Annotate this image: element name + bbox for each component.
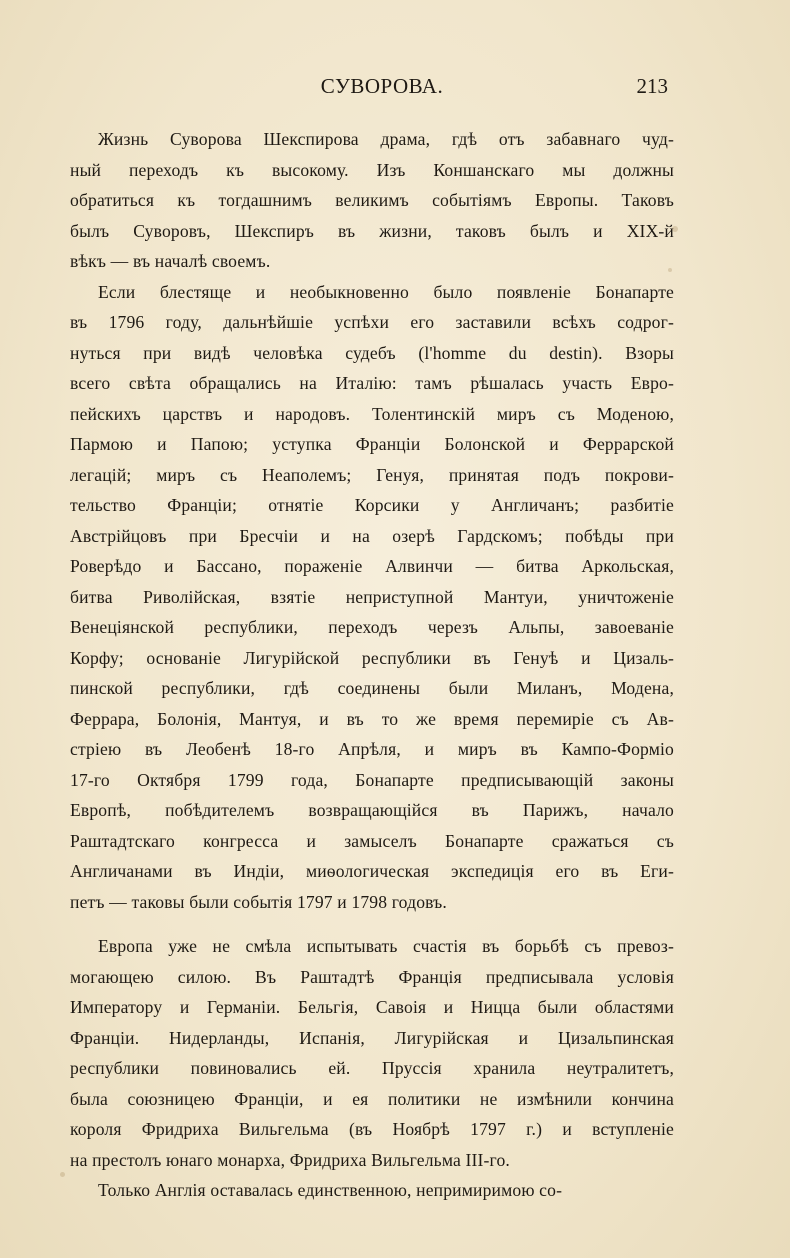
- text-line: Европѣ, побѣдителемъ возвращающiйся въ Парижъ, начало: [70, 800, 674, 820]
- body-text: [70, 124, 674, 1206]
- page-number: 213: [636, 74, 668, 98]
- paragraph: [70, 931, 674, 1175]
- paragraph: [70, 277, 674, 918]
- text-line: Жизнь Суворова Шекспирова драма, гдѣ отъ забавнаго чуд-: [98, 129, 674, 149]
- text-line: битва Риволiйская, взятiе неприступной Мантуи, уничтоженiе: [70, 586, 674, 607]
- text-line: стрiею въ Леобенѣ 18-го Апрѣля, и миръ въ Кампо-Формiо: [70, 739, 674, 759]
- running-head: [92, 74, 672, 102]
- text-line: Европа уже не смѣла испытывать счастiя въ борьбѣ съ превоз-: [98, 936, 674, 956]
- foxing-spot: [668, 268, 672, 272]
- page-title: СУВОРОВА.: [320, 74, 444, 98]
- text-line: обратиться къ тогдашнимъ великимъ событiямъ Европы. Таковъ: [70, 190, 674, 210]
- text-line: Англичанами въ Индiи, миѳологическая экспедицiя его въ Еги-: [70, 861, 674, 881]
- text-line: Если блестяще и необыкновенно было появленiе Бонапарте: [98, 281, 674, 302]
- text-line: въ 1796 году, дальнѣйшiе успѣхи его заставили всѣхъ содрог-: [70, 312, 674, 332]
- text-line: могающею силою. Въ Раштадтѣ Францiя предписывала условiя: [70, 966, 674, 987]
- paragraph: [70, 124, 674, 277]
- text-line: Императору и Германiи. Бельгiя, Савоiя и Ницца были областями: [70, 997, 674, 1017]
- text-line: Пармою и Папою; уступка Францiи Болонской и Феррарской: [70, 434, 674, 454]
- text-line: на престолъ юнаго монарха, Фридриха Вильгельма III-го.: [70, 1149, 510, 1170]
- text-line: была союзницею Францiи, и ея политики не измѣнили кончина: [70, 1088, 674, 1109]
- text-line: петъ — таковы были событiя 1797 и 1798 годовъ.: [70, 891, 447, 912]
- text-line: былъ Суворовъ, Шекспиръ въ жизни, таковъ былъ и XIX-й: [70, 220, 674, 241]
- text-line: пейскихъ царствъ и народовъ. Толентинскiй миръ съ Моденою,: [70, 403, 674, 424]
- text-line: короля Фридриха Вильгельма (въ Ноябрѣ 1797 г.) и вступленiе: [70, 1119, 674, 1139]
- paragraph: [70, 1175, 674, 1206]
- text-line: Корфу; основанiе Лигурiйской республики въ Генуѣ и Цизаль-: [70, 647, 674, 668]
- text-line: 17-го Октября 1799 года, Бонапарте предписывающiй законы: [70, 769, 674, 790]
- foxing-spot: [60, 1172, 65, 1177]
- text-line: Роверѣдо и Бассано, пораженiе Алвинчи — битва Аркольская,: [70, 556, 674, 576]
- text-line: тельство Францiи; отнятiе Корсики у Англичанъ; разбитiе: [70, 495, 674, 515]
- text-line: ный переходъ къ высокому. Изъ Коншанскаго мы должны: [70, 159, 674, 180]
- text-line: Раштадтскаго конгресса и замыселъ Бонапарте сражаться съ: [70, 830, 674, 851]
- text-line: Австрiйцовъ при Бресчiи и на озерѣ Гардскомъ; побѣды при: [70, 525, 674, 546]
- foxing-spot: [672, 226, 678, 232]
- text-line: Только Англiя оставалась единственною, непримиримою со-: [98, 1180, 563, 1200]
- text-line: республики повиновались ей. Пруссiя хранила неутралитетъ,: [70, 1058, 674, 1078]
- text-line: нуться при видѣ человѣка судебъ (l'homme du destin). Взоры: [70, 342, 674, 363]
- text-line: Феррара, Болонiя, Мантуя, и въ то же время перемирiе съ Ав-: [70, 708, 674, 729]
- text-line: Францiи. Нидерланды, Испанiя, Лигурiйская и Цизальпинская: [70, 1027, 674, 1048]
- text-line: пинской республики, гдѣ соединены были Миланъ, Модена,: [70, 678, 674, 698]
- text-line: всего свѣта обращались на Италiю: тамъ рѣшалась участь Евро-: [70, 373, 674, 393]
- paragraph-gap: [70, 917, 674, 931]
- text-line: Венецiянской республики, переходъ черезъ Альпы, завоеванiе: [70, 617, 674, 637]
- text-line: вѣкъ — въ началѣ своемъ.: [70, 251, 271, 271]
- text-line: легацiй; миръ съ Неаполемъ; Генуя, принятая подъ покрови-: [70, 464, 674, 485]
